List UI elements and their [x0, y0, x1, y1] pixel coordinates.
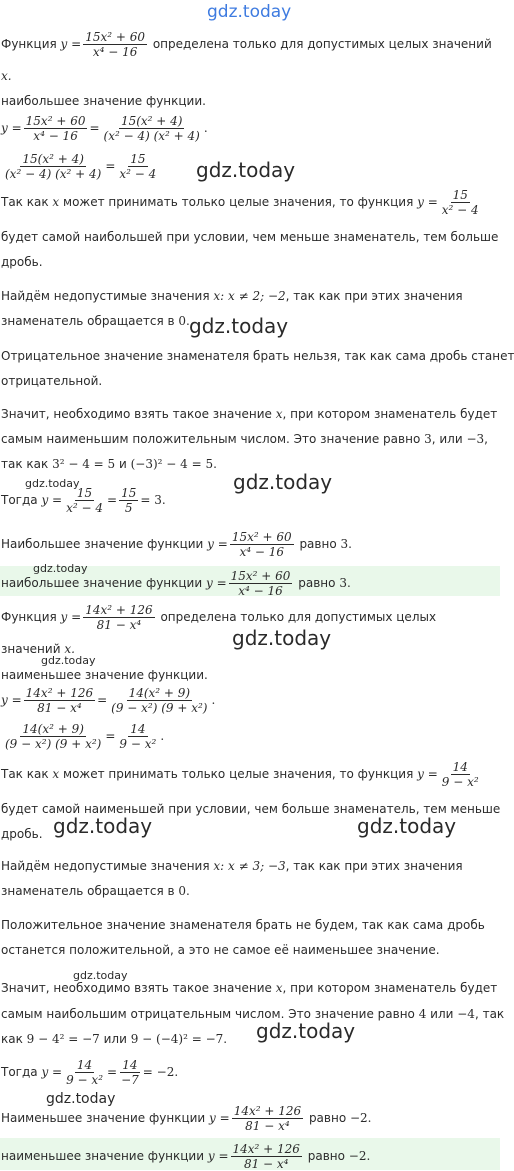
p2-line-invalid: Найдём недопустимые значения x: x ≠ 3; −3, так как при этих значения — [1, 859, 463, 873]
p1-line-x: x. — [1, 69, 12, 83]
p1-line-smallest: самым наименьшим положительным числом. Это значение равно 3, или −3, — [1, 432, 488, 446]
p1-line-because: так как 3² − 4 = 5 и (−3)² − 4 = 5. — [1, 457, 217, 471]
p1-line-zero: знаменатель обращается в 0. — [1, 314, 190, 328]
p1-line-max: наибольшее значение функции. — [1, 94, 206, 108]
p2-line-take: Значит, необходимо взять такое значение x, при котором знаменатель будет — [1, 981, 498, 995]
p2-eq-1: y = $\frac{\text{14x² + 126}}{\text{81 − x⁴}}$ = $\frac{\text{14(x² + 9)}}{\text{(9 − x²) (9 + x²)}}$ . — [1, 686, 216, 715]
watermark: gdz.today — [33, 562, 88, 575]
p2-answer: Наименьшее значение функции y = $\frac{\text{14x² + 126}}{\text{81 − x⁴}}$ равно −2. — [1, 1104, 372, 1133]
p1-line-function: Функция y = $\frac{\text{15x² + 60}}{\text{x⁴ − 16}}$ определена только для допустимых целых значений — [1, 30, 492, 59]
p1-fraction-f: $\frac{\text{15x² + 60}}{\text{x⁴ − 16}}$ — [85, 30, 145, 59]
p2-line-min: наименьшее значение функции. — [1, 668, 208, 682]
watermark: gdz.today — [25, 477, 80, 490]
watermark: gdz.today — [189, 314, 289, 338]
p1-line-drob: дробь. — [1, 255, 43, 269]
p2-line-function: Функция y = $\frac{\text{14x² + 126}}{\text{81 − x⁴}}$ определена только для допустимых целых — [1, 603, 437, 632]
p2-then: Тогда y = $\frac{14}{\text{9 − x²}}$ = $\frac{14}{-7}$ = −2. — [1, 1058, 179, 1087]
watermark: gdz.today — [357, 814, 457, 838]
p1-line-negative: Отрицательное значение знаменателя брать нельзя, так как сама дробь станет — [1, 349, 514, 363]
watermark: gdz.today — [232, 626, 332, 650]
p1-eq-2: $\frac{\text{15(x² + 4)}}{\text{(x² − 4) (x² + 4)}}$ = $\frac{15}{\text{x² − 4}}$ — [5, 152, 157, 181]
p2-line-integer: Так как x может принимать только целые значения, то функция y = $\frac{14}{\text{9 − x²}}$ — [1, 760, 479, 789]
watermark: gdz.today — [233, 470, 333, 494]
watermark-top: gdz.today — [207, 2, 292, 22]
p2-eq-2: $\frac{\text{14(x² + 9)}}{\text{(9 − x²) (9 + x²)}}$ = $\frac{14}{\text{9 − x²}}$ . — [5, 722, 165, 751]
p1-line-integer: Так как x может принимать только целые значения, то функция y = $\frac{15}{\text{x² − 4}}$ — [1, 188, 479, 217]
watermark: gdz.today — [196, 158, 296, 182]
p2-line-values: значений x. — [1, 642, 75, 656]
watermark: gdz.today — [73, 969, 128, 982]
p1-answer: Наибольшее значение функции y = $\frac{\text{15x² + 60}}{\text{x⁴ − 16}}$ равно 3. — [1, 530, 352, 559]
p1-line-greater: будет самой наибольшей при условии, чем меньше знаменатель, тем больше — [1, 230, 499, 244]
p2-answer-highlighted: наименьшее значение функции y = $\frac{\text{14x² + 126}}{\text{81 − x⁴}}$ равно −2. — [1, 1142, 371, 1171]
watermark: gdz.today — [41, 654, 96, 667]
p2-line-positive-2: останется положительной, а это не самое её наименьшее значение. — [1, 943, 440, 957]
watermark: gdz.today — [256, 1019, 356, 1043]
watermark: gdz.today — [46, 1091, 116, 1107]
p2-line-smaller: будет самой наименьшей при условии, чем больше знаменатель, тем меньше — [1, 802, 501, 816]
p1-answer-highlighted: наибольшее значение функции y = $\frac{\text{15x² + 60}}{\text{x⁴ − 16}}$ равно 3. — [1, 569, 351, 598]
p2-line-zero: знаменатель обращается в 0. — [1, 884, 190, 898]
p2-line-because: как 9 − 4² = −7 или 9 − (−4)² = −7. — [1, 1032, 228, 1046]
p2-line-largest-neg: самым наибольшим отрицательным числом. Это значение равно 4 или −4, так — [1, 1007, 505, 1021]
p1-then: Тогда y = $\frac{15}{\text{x² − 4}}$ = $\frac{15}{5}$ = 3. — [1, 486, 166, 515]
watermark: gdz.today — [53, 814, 153, 838]
p1-line-negative-2: отрицательной. — [1, 374, 103, 388]
p2-line-drob: дробь. — [1, 827, 43, 841]
p1-line-take: Значит, необходимо взять такое значение x, при котором знаменатель будет — [1, 407, 498, 421]
p1-line-invalid: Найдём недопустимые значения x: x ≠ 2; −2, так как при этих значения — [1, 289, 463, 303]
p2-line-positive: Положительное значение знаменателя брать не будем, так как сама дробь — [1, 918, 485, 932]
p1-eq-1: y = $\frac{\text{15x² + 60}}{\text{x⁴ − 16}}$ = $\frac{\text{15(x² + 4)}}{\text{(x² − 4) (x² + 4)}}$ . — [1, 114, 208, 143]
